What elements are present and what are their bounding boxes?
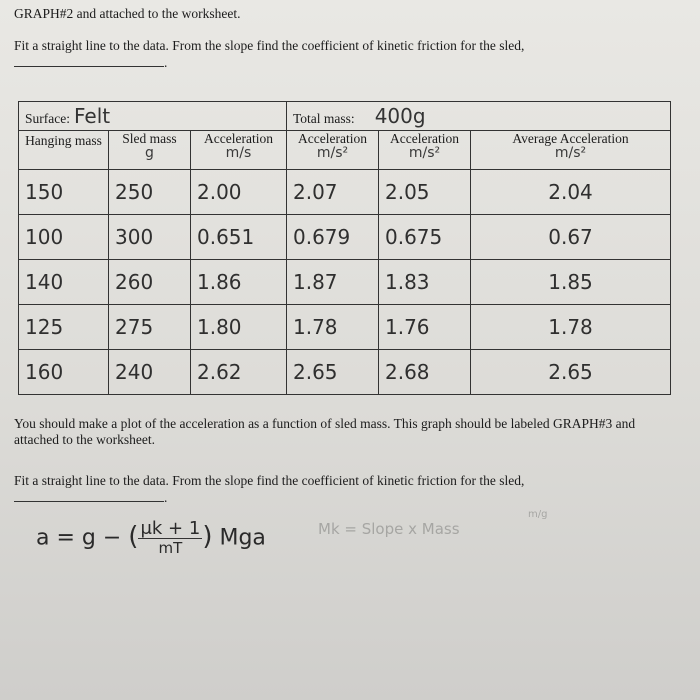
header-average-accel	[471, 131, 671, 170]
cell-average[interactable]: 2.04	[471, 170, 671, 215]
cell-accel-2[interactable]: 1.78	[287, 305, 379, 350]
cell-accel-3[interactable]: 2.05	[379, 170, 471, 215]
surface-label: Surface:	[25, 111, 70, 126]
cell-hanging[interactable]: 100	[19, 215, 109, 260]
cell-sled[interactable]: 260	[109, 260, 191, 305]
total-mass-value: 400g	[374, 104, 426, 128]
table-surface-row	[19, 102, 671, 131]
cell-sled[interactable]: 240	[109, 350, 191, 395]
header-accel-3-unit: m/s²	[408, 145, 441, 161]
header-average-accel-label: Average Acceleration	[512, 131, 629, 146]
cell-average[interactable]: 1.85	[471, 260, 671, 305]
header-hanging-mass	[19, 131, 109, 170]
cell-accel-2[interactable]: 2.65	[287, 350, 379, 395]
table-row	[19, 170, 671, 215]
question-top-end: .	[164, 55, 168, 70]
answer-blank-top[interactable]	[14, 54, 164, 67]
cell-accel-1[interactable]: 1.80	[191, 305, 287, 350]
header-accel-3	[379, 131, 471, 170]
cell-accel-3[interactable]: 2.68	[379, 350, 471, 395]
table-row	[19, 350, 671, 395]
table-header-row	[19, 131, 671, 170]
cell-accel-1[interactable]: 0.651	[191, 215, 287, 260]
data-table	[18, 101, 671, 395]
question-bottom-text: Fit a straight line to the data. From the slope find the coefficient of kinetic friction for the sled,	[14, 473, 525, 488]
header-accel-1-unit: m/s	[225, 145, 252, 161]
header-accel-2-label: Acceleration	[298, 131, 367, 146]
cell-accel-2[interactable]: 0.679	[287, 215, 379, 260]
cell-accel-1[interactable]: 1.86	[191, 260, 287, 305]
cell-accel-3[interactable]: 1.83	[379, 260, 471, 305]
question-plot: You should make a plot of the acceleration as a function of sled mass. This graph should be labeled GRAPH#3 and attached to the worksheet.	[14, 416, 636, 447]
header-accel-2	[287, 131, 379, 170]
cell-sled[interactable]: 275	[109, 305, 191, 350]
cell-average[interactable]: 2.65	[471, 350, 671, 395]
cell-sled[interactable]: 250	[109, 170, 191, 215]
table-row	[19, 260, 671, 305]
question-bottom	[14, 473, 614, 506]
question-bottom-end: .	[164, 490, 168, 505]
header-accel-3-label: Acceleration	[390, 131, 459, 146]
cell-accel-1[interactable]: 2.62	[191, 350, 287, 395]
question-top-text: Fit a straight line to the data. From the slope find the coefficient of kinetic friction for the sled,	[14, 38, 525, 53]
cell-hanging[interactable]: 160	[19, 350, 109, 395]
cell-accel-3[interactable]: 1.76	[379, 305, 471, 350]
table-row	[19, 305, 671, 350]
formula-numerator: μk + 1	[140, 518, 201, 539]
header-sled-mass	[109, 131, 191, 170]
cell-hanging[interactable]: 140	[19, 260, 109, 305]
cell-hanging[interactable]: 150	[19, 170, 109, 215]
cell-average[interactable]: 0.67	[471, 215, 671, 260]
total-mass-cell	[287, 102, 671, 131]
surface-cell	[19, 102, 287, 131]
formula-lhs: a = g −	[36, 525, 122, 551]
cell-accel-3[interactable]: 0.675	[379, 215, 471, 260]
cell-accel-1[interactable]: 2.00	[191, 170, 287, 215]
cell-average[interactable]: 1.78	[471, 305, 671, 350]
handwritten-margin-note: m/g	[528, 509, 548, 520]
handwritten-formula: a = g − ( $\frac{\mu k + 1}{mT}$ ) Mga	[36, 518, 266, 557]
cell-sled[interactable]: 300	[109, 215, 191, 260]
formula-fraction	[138, 520, 202, 557]
header-sled-mass-unit: g	[145, 145, 154, 161]
cell-accel-2[interactable]: 1.87	[287, 260, 379, 305]
header-accel-1	[191, 131, 287, 170]
handwritten-note: Mk = Slope x Mass	[318, 520, 460, 538]
question-top	[14, 38, 614, 71]
header-hanging-mass-label: Hanging mass	[25, 133, 102, 148]
header-sled-mass-label: Sled mass	[122, 131, 177, 146]
cell-hanging[interactable]: 125	[19, 305, 109, 350]
header-average-accel-unit: m/s²	[554, 145, 587, 161]
header-accel-2-unit: m/s²	[316, 145, 349, 161]
formula-rhs: Mga	[219, 525, 266, 551]
surface-value: Felt	[73, 104, 111, 128]
formula-denominator: mT	[158, 539, 183, 557]
top-line-text: GRAPH#2 and attached to the worksheet.	[14, 6, 241, 21]
answer-blank-bottom[interactable]	[14, 489, 164, 502]
header-accel-1-label: Acceleration	[204, 131, 273, 146]
cell-accel-2[interactable]: 2.07	[287, 170, 379, 215]
total-mass-label: Total mass:	[293, 111, 355, 126]
table-row	[19, 215, 671, 260]
